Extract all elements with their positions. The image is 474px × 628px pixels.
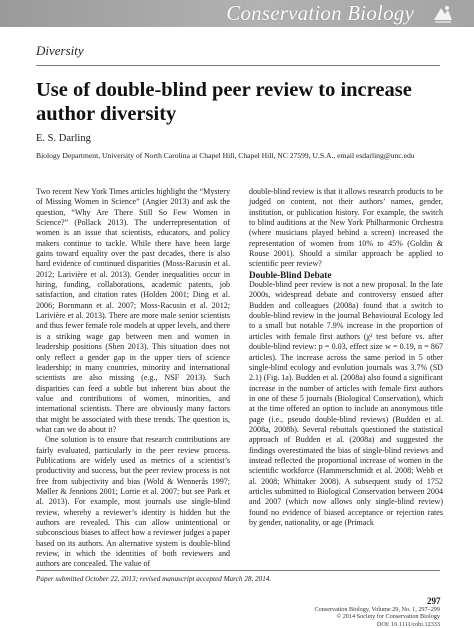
footnote-rule <box>36 570 440 571</box>
copyright-line: © 2014 Society for Conservation Biology <box>336 613 440 621</box>
body-column-right <box>249 187 443 528</box>
author-affiliation: Biology Department, University of North Carolina at Chapel Hill, Chapel Hill, NC 27599, U.S.A., email esdarling@unc.edu <box>36 151 415 160</box>
body-column-left <box>36 187 230 570</box>
journal-title: Conservation Biology <box>226 1 414 25</box>
section-heading: Double-Blind Debate <box>249 269 332 280</box>
society-logo-icon <box>432 4 454 29</box>
citation-line: Conservation Biology, Volume 29, No. 1, 297–299 <box>314 606 440 613</box>
submission-footnote: Paper submitted October 22, 2013; revised manuscript accepted March 28, 2014. <box>36 575 272 583</box>
article-title: Use of double-blind peer review to increase author diversity <box>36 79 412 125</box>
paragraph: double-blind review is that it allows research products to be judged on content, not their authors’ names, gender, institution, or publication history. For example, the switch to blind auditions at the New York Philharmonic Orchestra (where musicians played behind a screen) increased the representation of women from 10% to 45% (Goldin & Rouse 2001). Should a similar approach be applied to scientific peer review? <box>249 187 443 269</box>
section-rule <box>36 65 440 66</box>
doi-line: DOI: 10.1111/cobi.12333 <box>376 620 440 628</box>
paragraph: Two recent New York Times articles highlight the “Mystery of Missing Women in Science” (Angier 2013) and ask the question, “Why Are There Still So Few Women in Science?” (Pollack 2013). The underrepresentation of women is an issue that scientists, educators, and policy makers continue to tackle. While there have been large gains toward equality over the past decades, there is also hard evidence of continued disparities (Moss-Racusin et al. 2012; Larivière et al. 2013). Gender inequalities occur in hiring, funding, collaborations, academic patents, job satisfaction, and citation rates (Holden 2001; Ding et al. 2006; Bornmann et al. 2007; Moss-Racusin et al. 2012; Larivière et al. 2013). There are more male senior scientists and thus fewer female role models at upper levels, and there is a striking wage gap between men and women in leadership positions (Shen 2013). This situation does not only reflect a gender gap in the upper tiers of science leadership; in many countries, minority and international scientists are also missing (e.g., NSF 2013). Such disparities can feed a subtle but inherent bias about the value and contributions of women, minorities, and international scientists. There are obviously many factors that might be associated with these trends. The question is, what can we do about it? <box>36 187 230 434</box>
section-label: Diversity <box>36 43 84 58</box>
paragraph: One solution is to ensure that research contributions are fairly evaluated, particularly in the peer review process. Publications are widely used as metrics of a scientist’s productivity and success, but the peer review process is not free from subjectivity and bias (Wold & Wennerås 1997; Møller & Jennions 2001; Lortie et al. 2007; but see Park et al. 2013). For example, most journals use single-blind review, whereby a reviewer’s identity is hidden but the authors are revealed. This can allow unintentional or subconscious biases to affect how a reviewer judges a paper based on its authors. An alternative system is double-blind review, in which the identities of both reviewers and authors are concealed. The value of <box>36 435 230 569</box>
paragraph: Double-blind peer review is not a new proposal. In the late 2000s, widespread debate and controversy ensued after Budden and colleagues (2008a) found that a switch to double-blind review in the journal Behavioural Ecology led to a small but notable 7.9% increase in the proportion of articles with female first authors (χ² test before vs. after double-blind review: p = 0.03, effect size w = 0.19, n = 867 articles). The increase across the same period in 5 other single-blind ecology and evolution journals was 3.7% (SD 2.1) (Fig. 1a). Budden et al. (2008a) also found a significant increase in the number of articles with female first authors in one of these 5 journals (Biological Conservation), which at the time offered an option to include an anonymous title page (i.e., pseudo double-blind reviews) (Budden et al. 2008a, 2008b). Several rebuttals questioned the statistical approach of Budden et al. (2008a) and suggested the findings overestimated the bias of single-blind reviews and instead reflected the proportional increase of women in the scientific workforce (Hammerschmidt et al. 2008; Webb et al. 2008; Whittaker 2008). A subsequent study of 1752 articles submitted to Biological Conservation between 2004 and 2007 (which now allows only single-blind review) found no evidence of biased acceptance or rejection rates by gender, nationality, or age (Primack <box>249 280 443 527</box>
page-number: 297 <box>427 596 441 606</box>
author-name: E. S. Darling <box>36 133 91 144</box>
journal-banner <box>0 0 474 27</box>
